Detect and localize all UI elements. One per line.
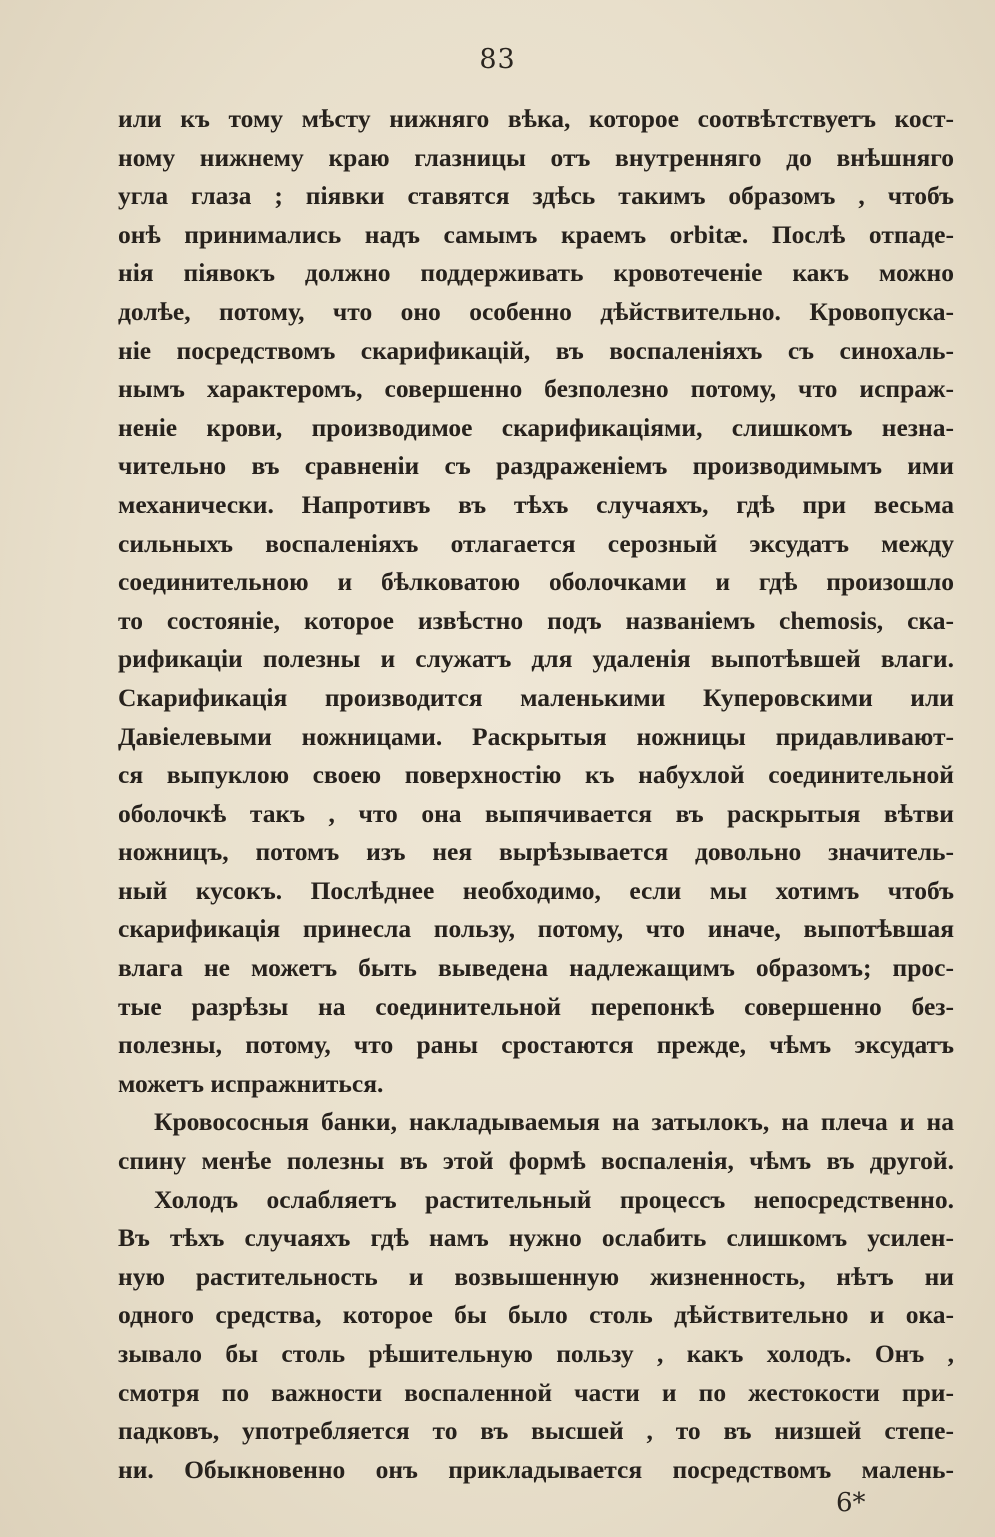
text-line: чительно въ сравненіи съ раздраженіемъ производимымъ ими	[118, 451, 954, 481]
text-line: можетъ испражниться.	[118, 1068, 384, 1098]
text-line: ному нижнему краю глазницы отъ внутренняго до внѣшняго	[118, 142, 954, 172]
text-line: скарификація принесла пользу, потому, что иначе, выпотѣвшая	[118, 914, 954, 944]
text-line: влага не можетъ быть выведена надлежащимъ образомъ; прос-	[118, 953, 954, 983]
text-line: Кровососныя банки, накладываемыя на затылокъ, на плеча и на	[154, 1107, 954, 1137]
text-line: спину менѣе полезны въ этой формѣ воспаленія, чѣмъ въ другой.	[118, 1146, 954, 1176]
text-line: сильныхъ воспаленіяхъ отлагается серозный эксудатъ между	[118, 528, 954, 558]
text-line: или къ тому мѣсту нижняго вѣка, которое соотвѣтствуетъ кост-	[118, 104, 954, 133]
text-line: механически. Напротивъ въ тѣхъ случаяхъ, гдѣ при весьма	[118, 489, 954, 519]
text-line: тые разрѣзы на соединительной перепонкѣ совершенно без-	[118, 991, 954, 1021]
text-line: ную растительность и возвышенную жизненность, нѣтъ ни	[118, 1261, 954, 1291]
text-line: неніе крови, производимое скарификаціями, слишкомъ незна-	[118, 412, 954, 442]
text-line: ножницъ, потомъ изъ нея вырѣзывается довольно значитель-	[118, 837, 954, 867]
text-line: угла глаза ; піявки ставятся здѣсь такимъ образомъ , чтобъ	[118, 181, 954, 211]
text-line: Въ тѣхъ случаяхъ гдѣ намъ нужно ослабить слишкомъ усилен-	[118, 1223, 954, 1253]
text-line: смотря по важности воспаленной части и по жестокости при-	[118, 1377, 954, 1407]
text-line: соединительною и бѣлковатою оболочками и гдѣ произошло	[118, 567, 954, 597]
text-line: то состояніе, которое извѣстно подъ названіемъ chemosis, ска-	[118, 605, 954, 635]
body-text	[118, 100, 954, 1489]
text-line: ни. Обыкновенно онъ прикладывается посредствомъ малень-	[118, 1454, 954, 1484]
text-line: зывало бы столь рѣшительную пользу , какъ холодъ. Онъ ,	[118, 1339, 954, 1368]
text-line: долѣе, потому, что оно особенно дѣйствительно. Кровопуска-	[118, 296, 954, 326]
text-line: онѣ принимались надъ самымъ краемъ orbitæ. Послѣ отпаде-	[118, 219, 954, 249]
text-line: Давіелевыми ножницами. Раскрытыя ножницы придавливают-	[118, 721, 954, 751]
text-line: падковъ, употребляется то въ высшей , то въ низшей степе-	[118, 1416, 954, 1446]
text-line: ніе посредствомъ скарификацій, въ воспаленіяхъ съ синохаль-	[118, 335, 954, 365]
paragraph-3	[118, 1181, 954, 1490]
text-line: Холодъ ослабляетъ растительный процессъ непосредственно.	[154, 1184, 954, 1214]
paragraph-1	[118, 100, 954, 1103]
paragraph-2	[118, 1103, 954, 1180]
text-line: нымъ характеромъ, совершенно безполезно потому, что испраж-	[118, 374, 954, 404]
text-line: рификаціи полезны и служатъ для удаленія выпотѣвшей влаги.	[118, 644, 954, 674]
text-line: ся выпуклою своею поверхностію къ набухлой соединительной	[118, 760, 954, 790]
text-line: ный кусокъ. Послѣднее необходимо, если мы хотимъ чтобъ	[118, 875, 954, 905]
text-line: нія піявокъ должно поддерживать кровотеченіе какъ можно	[118, 258, 954, 288]
text-line: оболочкѣ такъ , что она выпячивается въ раскрытыя вѣтви	[118, 798, 954, 828]
text-line: Скарификація производится маленькими Куперовскими или	[118, 682, 954, 712]
text-line: одного средства, которое бы было столь дѣйствительно и ока-	[118, 1300, 954, 1330]
page-number: 83	[479, 44, 516, 75]
signature-mark: 6*	[836, 1488, 866, 1518]
text-line: полезны, потому, что раны сростаются прежде, чѣмъ эксудатъ	[118, 1030, 954, 1060]
